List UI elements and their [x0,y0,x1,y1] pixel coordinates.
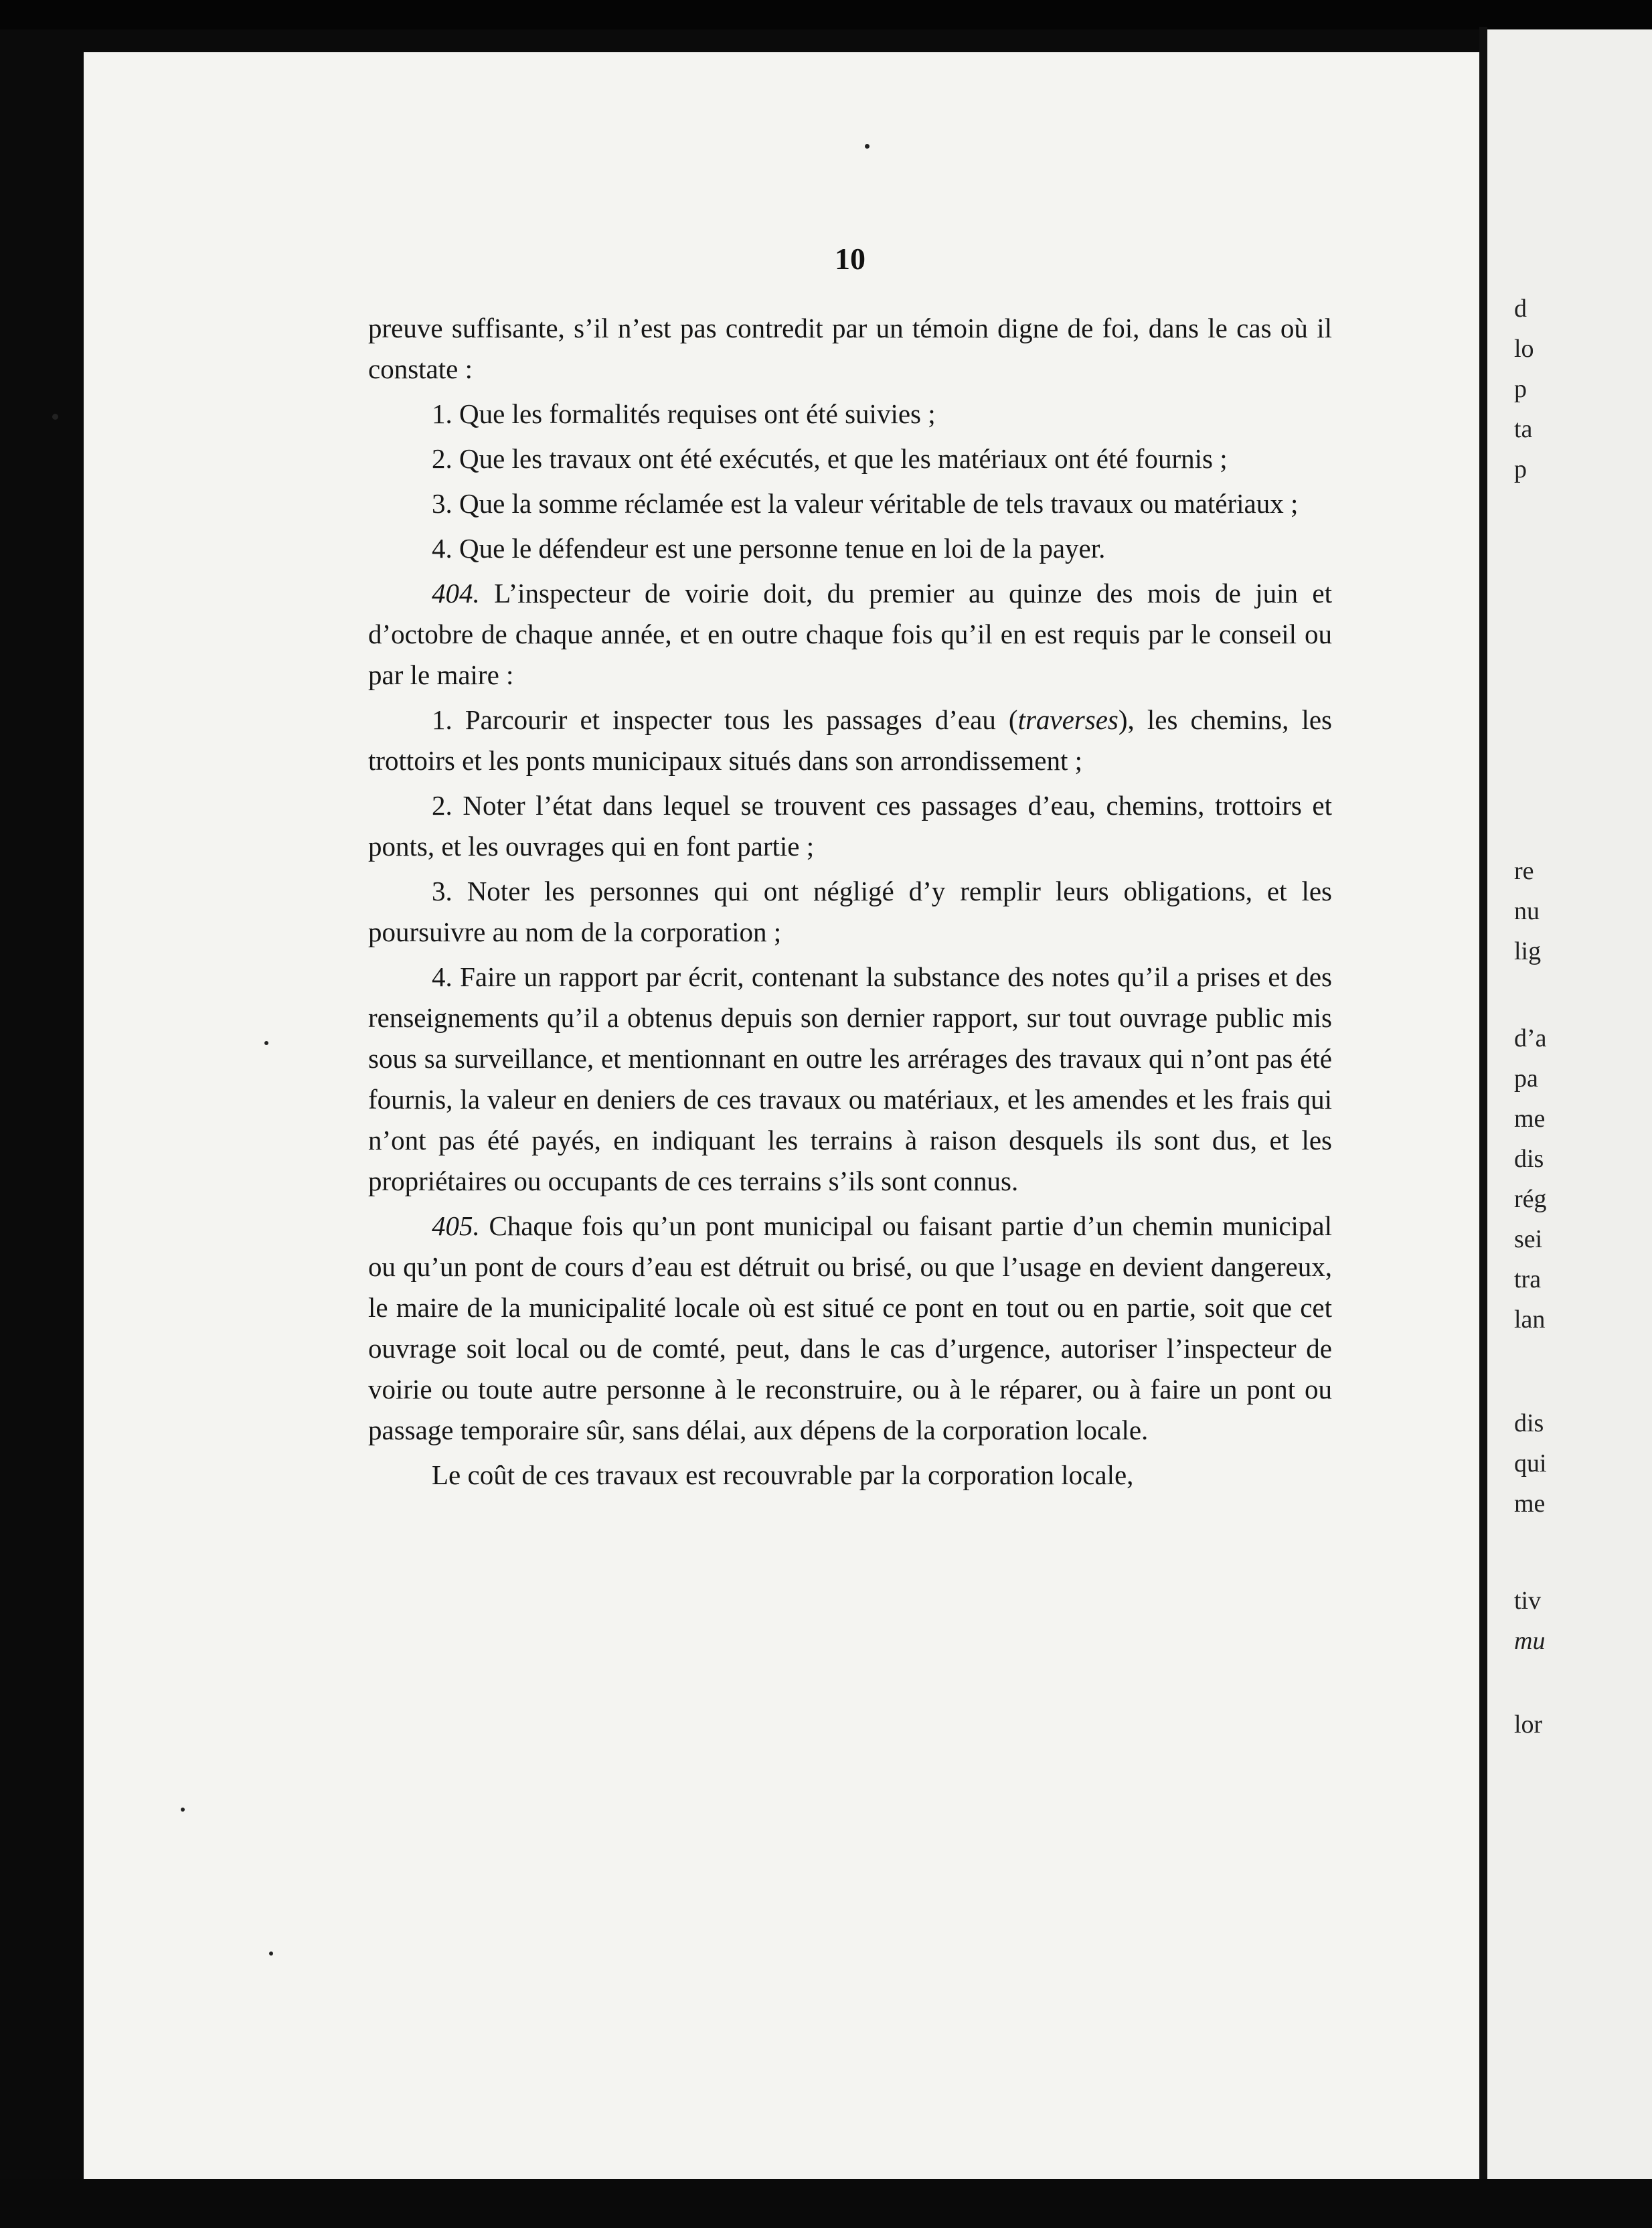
paragraph-text: preuve suffisante, s’il n’est pas contredit par un témoin digne de foi, dans le cas où il constate : [368,313,1332,384]
paragraph-text: Chaque fois qu’un pont municipal ou faisant partie d’un chemin municipal ou qu’un pont de cours d’eau est détruit ou brisé, ou que l’usage en devient dangereux, le maire de la municipalité locale où est situé ce pont en tout ou en partie, soit que cet ouvrage soit local ou de comté, peut, dans le cas d’urgence, autoriser l’inspecteur de voirie ou toute autre personne à le reconstruire, ou à le réparer, ou à faire un pont ou passage temporaire sûr, sans délai, aux dépens de la corporation locale. [368,1210,1332,1445]
scan-speck [865,144,870,149]
list-item [368,957,1332,1202]
scan-border-bottom [0,2179,1652,2228]
paragraph-text: 1. Parcourir et inspecter tous les passages d’eau ( [432,704,1018,735]
paragraph [368,308,1332,390]
list-item [368,785,1332,867]
scan-speck [181,1808,185,1812]
italic-term: traverses [1017,704,1119,735]
adjacent-page-fragment: me [1514,1105,1546,1133]
body-text [368,308,1332,1500]
adjacent-page-fragment: p [1514,455,1527,483]
scan-speck [52,414,58,420]
adjacent-page-fragment: mu [1514,1627,1546,1655]
adjacent-page-fragment: lan [1514,1305,1546,1334]
paragraph-text: 4. Faire un rapport par écrit, contenant la substance des notes qu’il a prises et des renseignements qu’il a obtenus depuis son dernier rapport, sur tout ouvrage public mis sous sa surveillance, et mentionnant en outre les arrérages des travaux qui n’ont pas été fournis, la valeur en deniers de ces travaux ou matériaux, et les amendes et les frais qui n’ont pas été payés, en indiquant les terrains à raison desquels ils sont dus, et les propriétaires ou occupants de ces terrains s’ils sont connus. [368,961,1332,1196]
article-404 [368,573,1332,696]
paragraph [368,1455,1332,1496]
adjacent-page-fragment: me [1514,1490,1546,1518]
adjacent-page-fragment: pa [1514,1064,1538,1093]
list-item [368,483,1332,524]
scan-speck [269,1952,273,1956]
adjacent-page-fragment: d’a [1514,1024,1547,1052]
list-item [368,528,1332,569]
adjacent-page-fragment: d [1514,295,1527,323]
paragraph-text: 3. Noter les personnes qui ont négligé d’y remplir leurs obligations, et les poursuivre au nom de la corporation ; [368,876,1332,947]
adjacent-page-fragment: dis [1514,1409,1544,1437]
adjacent-page-fragment: re [1514,857,1534,885]
list-item [368,700,1332,781]
adjacent-page-fragment: lig [1514,937,1542,965]
paragraph-text: 2. Que les travaux ont été exécutés, et que les matériaux ont été fournis ; [432,443,1228,474]
paragraph-text: 4. Que le défendeur est une personne tenue en loi de la payer. [432,533,1106,564]
paragraph-text: L’inspecteur de voirie doit, du premier au quinze des mois de juin et d’octobre de chaque année, et en outre chaque fois qu’il en est requis par le conseil ou par le maire : [368,578,1332,690]
adjacent-page-fragment: tra [1514,1265,1542,1293]
adjacent-page-fragment: lo [1514,335,1534,363]
adjacent-page-fragment: lor [1514,1710,1543,1739]
paragraph-text: 1. Que les formalités requises ont été suivies ; [432,398,936,429]
article-number: 404. [432,578,480,609]
article-number: 405. [432,1210,480,1241]
adjacent-page-fragment: p [1514,375,1527,403]
adjacent-page-fragment: tiv [1514,1587,1542,1615]
adjacent-page-fragment: sei [1514,1225,1543,1253]
paragraph-text: 2. Noter l’état dans lequel se trouvent ces passages d’eau, chemins, trottoirs et ponts, et les ouvrages qui en font partie ; [368,790,1332,862]
adjacent-page-fragment: ta [1514,415,1533,443]
adjacent-page-fragment: dis [1514,1145,1544,1173]
list-item [368,871,1332,953]
adjacent-page [1487,29,1652,2185]
adjacent-page-fragment: nu [1514,897,1540,925]
adjacent-page-fragment: qui [1514,1449,1547,1478]
article-405 [368,1206,1332,1451]
paragraph-text: Le coût de ces travaux est recouvrable par la corporation locale, [432,1459,1134,1490]
page-number: 10 [835,242,865,276]
paragraph-text: 3. Que la somme réclamée est la valeur véritable de tels travaux ou matériaux ; [432,488,1299,519]
list-item [368,439,1332,479]
list-item [368,394,1332,434]
scan-speck [264,1041,268,1045]
page-gutter [1479,27,1487,2182]
adjacent-page-fragment: rég [1514,1185,1547,1213]
scan-border-top [0,0,1652,29]
paragraph-text: ), les chemins, les trottoirs et les ponts municipaux situés dans son arrondissement ; [368,704,1332,776]
